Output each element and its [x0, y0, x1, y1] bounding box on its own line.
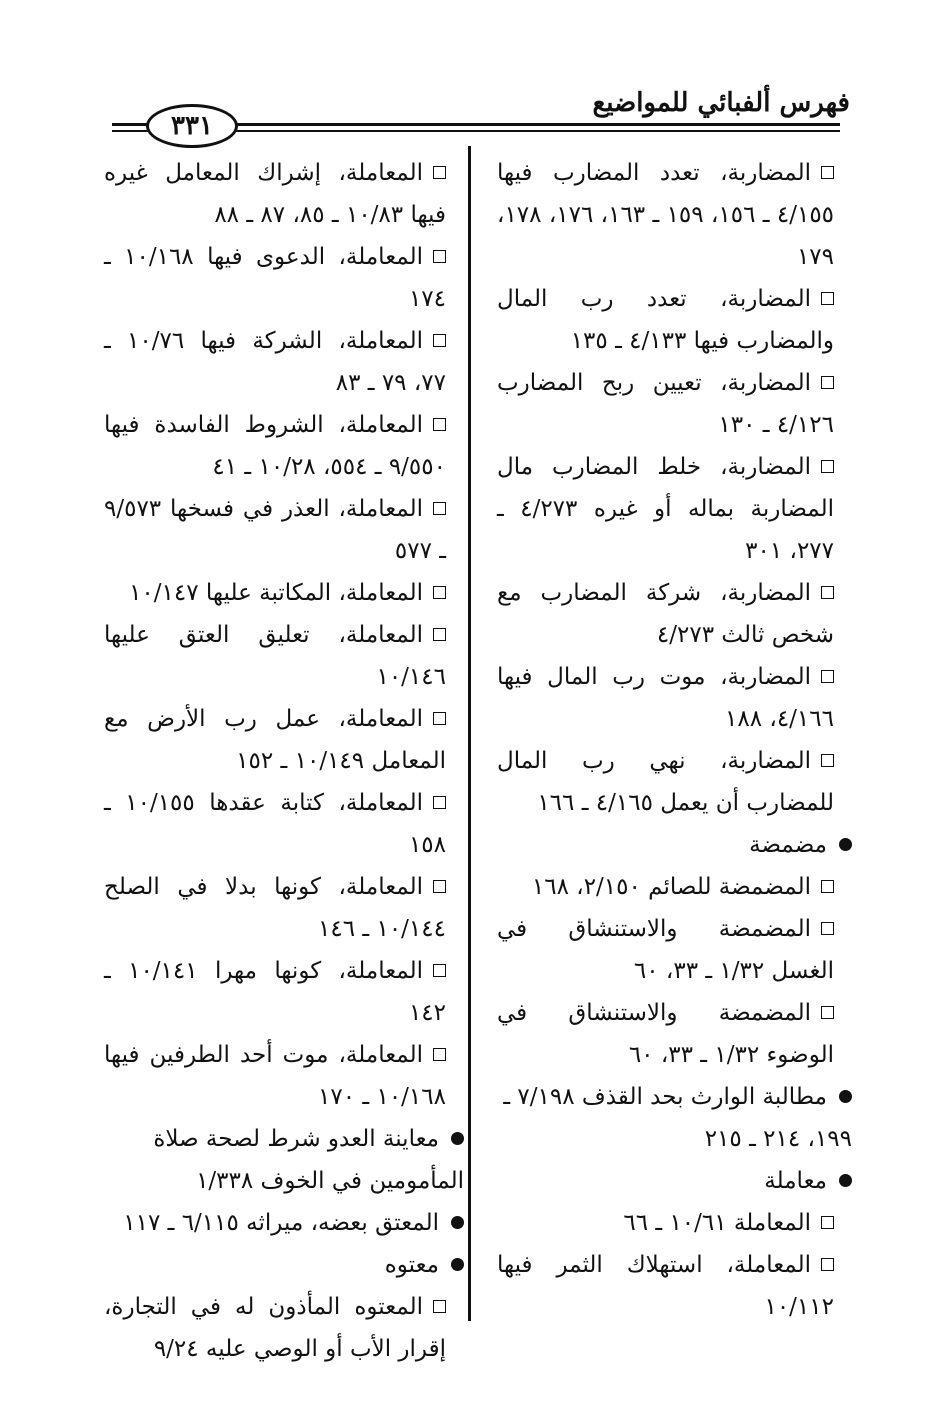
index-entry	[104, 404, 446, 488]
entry-text: المعاملة، الدعوى فيها ١٠/١٦٨ ـ ١٧٤	[104, 244, 446, 312]
index-entry	[497, 362, 834, 446]
entry-text: المضمضة والاستنشاق في الوضوء ١/٣٢ ـ ٣٣، ٦٠	[497, 1000, 834, 1068]
bullet-square-icon	[821, 460, 834, 473]
entry-text: المضاربة، خلط المضارب مال المضاربة بماله أو غيره ٤/٢٧٣ ـ ٢٧٧، ٣٠١	[497, 454, 834, 564]
entry-text: المضمضة والاستنشاق في الغسل ١/٣٢ ـ ٣٣، ٦٠	[497, 916, 834, 984]
bullet-square-icon	[433, 502, 446, 515]
entry-text: المعتق بعضه، ميراثه ٦/١١٥ ـ ١١٧	[123, 1210, 439, 1236]
entry-text: المضاربة، نهي رب المال للمضارب أن يعمل ٤/١٦٥ ـ ١٦٦	[497, 748, 834, 816]
entry-text: معتوه	[384, 1252, 439, 1278]
bullet-square-icon	[433, 418, 446, 431]
entry-text: المضاربة، تعيين ربح المضارب ٤/١٢٦ ـ ١٣٠	[497, 370, 834, 438]
entry-text: المعاملة، إشراك المعامل غيره فيها ١٠/٨٣ ـ ٨٥، ٨٧ ـ ٨٨	[104, 160, 446, 228]
bullet-square-icon	[821, 922, 834, 935]
column-divider	[468, 146, 471, 1321]
bullet-square-icon	[433, 712, 446, 725]
page-number: ٣٣١	[146, 104, 238, 148]
index-entry	[104, 866, 446, 950]
bullet-dot-icon	[839, 838, 852, 851]
index-entry	[104, 152, 446, 236]
bullet-square-icon	[821, 1216, 834, 1229]
entry-text: المعتوه المأذون له في التجارة، إقرار الأب أو الوصي عليه ٩/٢٤	[104, 1294, 446, 1362]
entry-text: المعاملة، عمل رب الأرض مع المعامل ١٠/١٤٩ ـ ١٥٢	[104, 706, 446, 774]
bullet-square-icon	[821, 292, 834, 305]
entry-text: المعاملة، استهلاك الثمر فيها ١٠/١١٢	[497, 1252, 834, 1320]
bullet-square-icon	[433, 586, 446, 599]
entry-text: المعاملة، المكاتبة عليها ١٠/١٤٧	[129, 580, 423, 606]
bullet-square-icon	[821, 376, 834, 389]
entry-text: المعاملة، كونها مهرا ١٠/١٤١ ـ ١٤٢	[104, 958, 446, 1026]
bullet-square-icon	[821, 754, 834, 767]
bullet-dot-icon	[839, 1090, 852, 1103]
index-entry	[497, 1202, 834, 1244]
entry-text: المعاملة، كونها بدلا في الصلح ١٠/١٤٤ ـ ١٤٦	[104, 874, 446, 942]
index-entry	[104, 1034, 446, 1118]
bullet-square-icon	[433, 964, 446, 977]
entry-text: المعاملة، العذر في فسخها ٩/٥٧٣ ـ ٥٧٧	[104, 496, 446, 564]
index-heading	[104, 1118, 464, 1202]
bullet-square-icon	[821, 1258, 834, 1271]
entry-text: المضاربة، شركة المضارب مع شخص ثالث ٤/٢٧٣	[497, 580, 834, 648]
index-entry	[497, 656, 834, 740]
index-entry	[497, 278, 834, 362]
entry-text: مضمضة	[749, 832, 827, 858]
index-entry	[497, 740, 834, 824]
bullet-square-icon	[821, 670, 834, 683]
bullet-square-icon	[821, 880, 834, 893]
index-entry	[104, 572, 446, 614]
bullet-dot-icon	[451, 1258, 464, 1271]
index-entry	[497, 152, 834, 278]
entry-text: المعاملة، تعليق العتق عليها ١٠/١٤٦	[104, 622, 446, 690]
bullet-square-icon	[433, 334, 446, 347]
running-title: فهرس ألفبائي للمواضيع	[592, 88, 850, 118]
bullet-square-icon	[433, 628, 446, 641]
bullet-square-icon	[433, 796, 446, 809]
entry-text: المعاملة ١٠/٦١ ـ ٦٦	[623, 1210, 811, 1236]
index-heading	[497, 824, 852, 866]
bullet-dot-icon	[451, 1216, 464, 1229]
index-entry	[497, 572, 834, 656]
index-heading	[497, 1076, 852, 1160]
index-entry	[104, 1286, 446, 1370]
index-entry	[104, 782, 446, 866]
bullet-square-icon	[433, 1300, 446, 1313]
bullet-square-icon	[821, 166, 834, 179]
entry-text: المعاملة، كتابة عقدها ١٠/١٥٥ ـ ١٥٨	[104, 790, 446, 858]
bullet-square-icon	[433, 1048, 446, 1061]
index-entry	[497, 866, 834, 908]
bullet-dot-icon	[839, 1174, 852, 1187]
entry-text: معاينة العدو شرط لصحة صلاة المأمومين في الخوف ١/٣٣٨	[153, 1126, 464, 1194]
page-header	[0, 0, 938, 140]
index-heading	[104, 1244, 464, 1286]
entry-text: المضاربة، تعدد المضارب فيها ٤/١٥٥ ـ ١٥٦، ١٥٩ ـ ١٦٣، ١٧٦، ١٧٨، ١٧٩	[497, 160, 835, 270]
index-entry	[104, 950, 446, 1034]
index-heading	[497, 1160, 852, 1202]
index-entry	[497, 446, 834, 572]
bullet-dot-icon	[451, 1132, 464, 1145]
entry-text: المضاربة، موت رب المال فيها ٤/١٦٦، ١٨٨	[497, 664, 834, 732]
index-entry	[497, 1244, 834, 1328]
bullet-square-icon	[433, 880, 446, 893]
bullet-square-icon	[433, 250, 446, 263]
entry-text: المعاملة، موت أحد الطرفين فيها ١٠/١٦٨ ـ ١٧٠	[104, 1042, 446, 1110]
index-entry	[104, 236, 446, 320]
entry-text: مطالبة الوارث بحد القذف ٧/١٩٨ ـ ١٩٩، ٢١٤ ـ ٢١٥	[503, 1084, 852, 1152]
entry-text: المعاملة، الشركة فيها ١٠/٧٦ ـ ٧٧، ٧٩ ـ ٨٣	[104, 328, 446, 396]
bullet-square-icon	[821, 1006, 834, 1019]
index-entry	[497, 992, 834, 1076]
entry-text: المضاربة، تعدد رب المال والمضارب فيها ٤/١٣٣ ـ ١٣٥	[497, 286, 834, 354]
entry-text: معاملة	[764, 1168, 827, 1194]
index-column-left	[104, 152, 464, 1370]
index-entry	[104, 320, 446, 404]
index-column-right	[497, 152, 852, 1328]
index-entry	[104, 614, 446, 698]
index-entry	[104, 488, 446, 572]
bullet-square-icon	[821, 586, 834, 599]
bullet-square-icon	[433, 166, 446, 179]
index-entry	[497, 908, 834, 992]
entry-text: المعاملة، الشروط الفاسدة فيها ٩/٥٥٠ ـ ٥٥٤، ١٠/٢٨ ـ ٤١	[104, 412, 446, 480]
entry-text: المضمضة للصائم ٢/١٥٠، ١٦٨	[531, 874, 811, 900]
index-heading	[104, 1202, 464, 1244]
index-entry	[104, 698, 446, 782]
